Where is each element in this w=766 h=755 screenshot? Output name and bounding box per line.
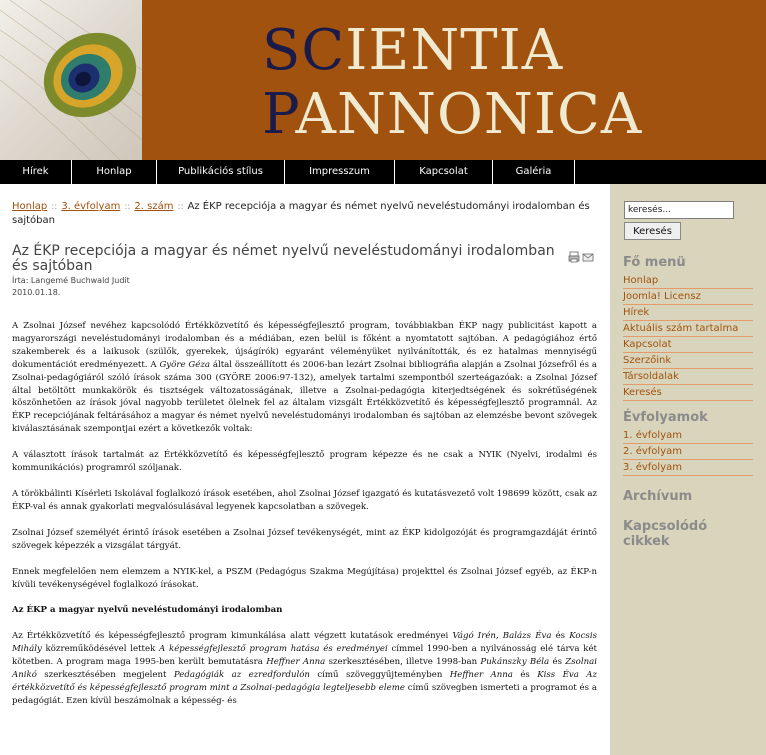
peacock-feather-image xyxy=(0,0,142,160)
menu-item-tarsoldalak[interactable]: Társoldalak xyxy=(623,370,753,385)
breadcrumb-separator: :: xyxy=(177,202,184,212)
search-button[interactable]: Keresés xyxy=(624,222,681,240)
breadcrumb-current: Az ÉKP recepciója a magyar és német nyelvű neveléstudományi irodalomban és sajtóban xyxy=(12,201,590,226)
article-date: 2010.01.18. xyxy=(12,288,61,297)
logo-accent-letters: SC xyxy=(262,18,346,83)
menu-item-kereses[interactable]: Keresés xyxy=(623,386,753,401)
main-menu-list xyxy=(623,274,753,402)
menu-item-kapcsolat[interactable]: Kapcsolat xyxy=(623,338,753,353)
menu-item-joomla-licensz[interactable]: Joomla! Licensz xyxy=(623,290,753,305)
main-content xyxy=(0,184,610,755)
search-input[interactable] xyxy=(624,201,734,219)
menu-item-hirek[interactable]: Hírek xyxy=(623,306,753,321)
volume-item-3[interactable]: 3. évfolyam xyxy=(623,461,753,476)
menu-item-szerzoink[interactable]: Szerzőink xyxy=(623,354,753,369)
article-paragraph: Ennek megfelelően nem elemzem a NYIK-kel, a PSZM (Pedagógus Szakma Megújítása) projekttel és Zsolnai József egyéb, az ÉKP-n kívüli tevékenységével foglalkozó írásokat. xyxy=(12,566,597,590)
breadcrumb xyxy=(12,200,592,227)
menu-item-aktualis-szam[interactable]: Aktuális szám tartalma xyxy=(623,322,753,337)
nav-item-honlap[interactable]: Honlap xyxy=(72,160,157,184)
main-menu-heading: Fő menü xyxy=(623,255,686,270)
breadcrumb-separator: :: xyxy=(51,202,58,212)
volumes-list xyxy=(623,429,753,477)
print-icon[interactable] xyxy=(568,251,580,263)
logo-letters: IENTIA xyxy=(345,18,564,83)
archive-heading[interactable]: Archívum xyxy=(623,489,693,504)
related-articles-heading: Kapcsolódó cikkek xyxy=(623,519,708,549)
article-paragraph: Az Értékközvetítő és képességfejlesztő program kimunkálása alatt végzett kutatások eredményei Vágó Irén, Balázs Éva és Kocsis Mihály közreműködésével lettek A képességfejlesztő program hatása és eredményei címmel 1990-ben a nyilvánosság elé tárva két kötetben. A program maga 1995-ben került bemutatásra Heffner Anna szerkesztésében, illetve 1998-ban Pukánszky Béla és Zsolnai Anikó szerkesztésében megjelent Pedagógiák az ezredfordulón című szöveggyűjteményben Heffner Anna és Kiss Éva Az értékközvetítő és képességfejlesztő program mint a Zsolnai-pedagógia legteljesebb eleme című szövegben ismerteti a programot és a pedagógiát. Ezen kívül beszámolnak a képesség- és xyxy=(12,631,598,706)
article-paragraph: A választott írások tartalmát az Értékközvetítő és képességfejlesztő program képezze és ne csak a NYIK (Nyelvi, irodalmi és kommunikációs) programról szóljanak. xyxy=(12,450,597,474)
breadcrumb-link-evfolyam[interactable]: 3. évfolyam xyxy=(61,201,121,212)
article-body xyxy=(12,320,597,721)
article-paragraph: Zsolnai József személyét érintő írások esetében a Zsolnai József tevékenységét, mint az ÉKP kidolgozóját és programgazdáját érintő szövegek képezzék a vizsgálat tárgyát. xyxy=(12,527,597,551)
main-navigation xyxy=(0,160,766,184)
volume-item-1[interactable]: 1. évfolyam xyxy=(623,429,753,444)
email-icon[interactable] xyxy=(582,251,594,263)
article-paragraph: A törökbálinti Kísérleti Iskolával foglalkozó írások esetében, ahol Zsolnai József igazgató és kutatásvezető volt 198699 között, csak az ÉKP-val és annak gyakorlati megvalósulásával legyenek kapcsolatban a szövegek. xyxy=(12,488,597,512)
article-title: Az ÉKP recepciója a magyar és német nyelvű neveléstudományi irodalomban és sajtóban xyxy=(12,243,555,274)
site-logo-line1 xyxy=(262,18,563,83)
site-header xyxy=(0,0,766,160)
article-author: Írta: Langemé Buchwald Judit xyxy=(12,276,130,285)
breadcrumb-separator: :: xyxy=(124,202,131,212)
volume-item-2[interactable]: 2. évfolyam xyxy=(623,445,753,460)
breadcrumb-link-szam[interactable]: 2. szám xyxy=(134,201,174,212)
menu-item-honlap[interactable]: Honlap xyxy=(623,274,753,289)
article-paragraph: A Zsolnai József nevéhez kapcsolódó Értékközvetítő és képességfejlesztő program, továbbiakban ÉKP nagy publicitást kapott a magyarországi neveléstudományi irodalomban és a médiában, ezen belül is főként a nyomtatott sajtóban. A pedagógiához értő szakemberek és a laikusok (szülők, gyerekek, újságírók) egyaránt véleményüket nyilvánították, és ez hatalmas mennyiségű dokumentációt eredményezett. A Györe Géza által összeállított és 2006-ban lezárt Zsolnai bibliográfia alapján a Zsolnai Józsefről és a Zsolnai-pedagógiáról szóló írások száma 300 (GYÖRE 2006:97-132), amelyek tartalmi szempontból szerteágazóak: a Zsolnai József által betöltött munkakörök és tisztségek változatosságának, illetve a Zsolnai-pedagógia kiterjedtségének és sokrétűségének köszönhetően az írások jóval nagyobb területet ölelnek fel az általam vizsgált Értékközvetítő és képességfejlesztő programnál. Az ÉKP recepciójának feltárásához a magyar és német nyelvű neveléstudományi irodalomban és sajtóban az elemzésbe bevont szövegek kiválasztásának szempontjai ezért a következők voltak: xyxy=(12,321,597,435)
logo-letters: ANNONICA xyxy=(295,82,643,147)
volumes-heading: Évfolyamok xyxy=(623,410,708,425)
nav-item-hirek[interactable]: Hírek xyxy=(0,160,72,184)
nav-item-publikacios-stilus[interactable]: Publikációs stílus xyxy=(157,160,285,184)
article-section-heading: Az ÉKP a magyar nyelvű neveléstudományi irodalomban xyxy=(12,605,283,616)
logo-accent-letter: P xyxy=(262,82,296,147)
breadcrumb-link-honlap[interactable]: Honlap xyxy=(12,201,48,212)
nav-item-galeria[interactable]: Galéria xyxy=(493,160,575,184)
site-logo-line2 xyxy=(262,82,642,147)
sidebar xyxy=(610,184,766,755)
nav-item-impresszum[interactable]: Impresszum xyxy=(285,160,395,184)
article-tools xyxy=(568,251,594,263)
nav-item-kapcsolat[interactable]: Kapcsolat xyxy=(395,160,493,184)
